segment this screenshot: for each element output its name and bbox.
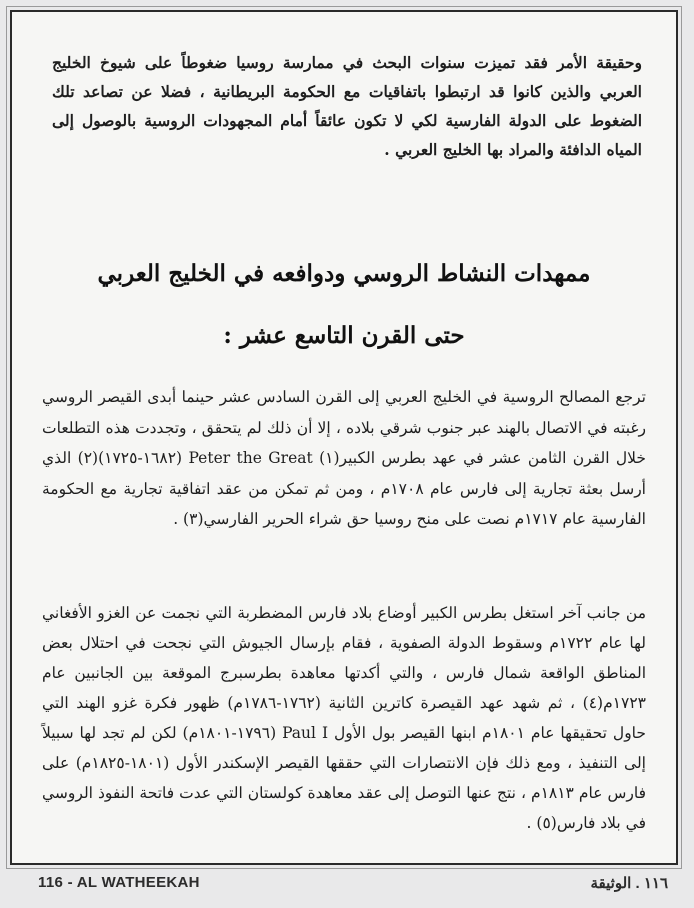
body-paragraph-2: من جانب آخر استغل بطرس الكبير أوضاع بلاد فارس المضطربة التي نجمت عن الغزو الأفغاني لها عام ١٧٢٢م وسقوط الدولة الصفوية ، فقام بإرسال الجيوش التي نجحت في احتلال بعض المناطق الواقعة شمال فارس ، والتي أكدتها معاهدة بطرسبرج الموقعة بين الجانبين عام ١٧٢٣م(٤) ، ثم شهد عهد القيصرة كاترين الثانية (١٧٦٢-١٧٨٦م) ظهور فكرة غزو الهند التي حاول تحقيقها عام ١٨٠١م ابنها القيصر بول الأول Paul I (١٧٩٦-١٨٠١م) لكن لم تجد لها سبيلاً إلى التنفيذ ، ومع ذلك فإن الانتصارات التي حققها القيصر الإسكندر الأول (١٨٠١-١٨٢٥م) على فارس عام ١٨١٣م ، نتج عنها التوصل إلى عقد معاهدة كولستان التي عدت فاتحة النفوذ الروسي في بلاد فارس(٥) . [42,604,646,832]
body-paragraph-1: ترجع المصالح الروسية في الخليج العربي إلى القرن السادس عشر حينما أبدى القيصر الروسي رغبته في الاتصال بالهند عبر جنوب شرقي بلاده ، إلا أن ذلك لم يتحقق ، وتجددت هذه التطلعات خلال القرن الثامن عشر في عهد بطرس الكبير(١) Peter the Great (١٦٨٢-١٧٢٥)(٢) الذي أرسل بعثة تجارية إلى فارس عام ١٧٠٨م ، ومن ثم تمكن من عقد اتفاقية تجارية مع الحكومة الفارسية عام ١٧١٧م نصت على منح روسيا حق شراء الحرير الفارسي(٣) . [42,388,647,528]
page-frame [10,10,678,865]
section-title-line-1: ممهدات النشاط الروسي ودوافعه في الخليج العربي [97,260,591,287]
footer-page-label-latin: 116 - AL WATHEEKAH [38,874,200,891]
page-footer [12,870,682,898]
intro-paragraph: وحقيقة الأمر فقد تميزت سنوات البحث في ممارسة روسيا ضغوطاً على شيوخ الخليج العربي والذين كانوا قد ارتبطوا باتفاقيات مع الحكومة البريطانية ، فضلا عن تصاعد تلك الضغوط على الدولة الفارسية لكي لا تكون عائقاً أمام المجهودات الروسية بالوصول إلى المياه الدافئة والمراد بها الخليج العربي . [52,53,642,159]
section-title-line-2: حتى القرن التاسع عشر : [223,322,465,349]
footer-page-label-arabic: ١١٦ . الوثيقة [590,875,668,892]
